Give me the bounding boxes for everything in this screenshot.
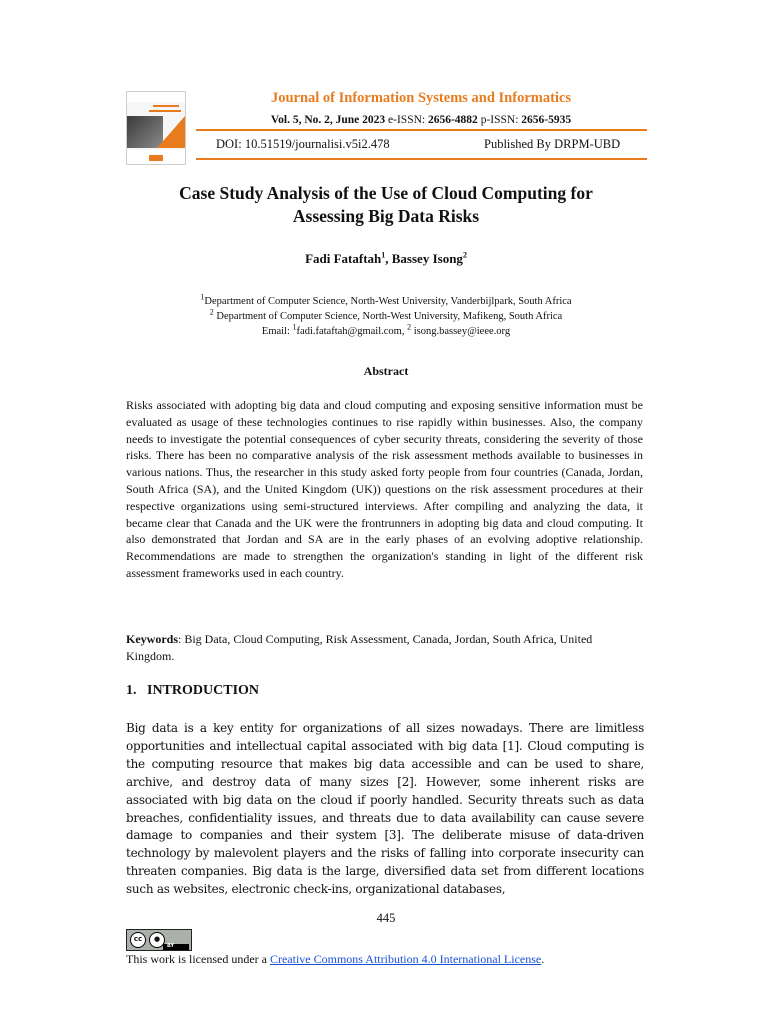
affiliation-2 [126, 307, 646, 324]
author-2-sup: 2 [462, 250, 467, 260]
author-1: Fadi Fataftah [305, 251, 382, 266]
email-2-sup: 2 [407, 322, 412, 332]
header-rule-top [196, 129, 647, 131]
volume-info: Vol. 5, No. 2, June 2023 [270, 114, 386, 126]
email-1-sup: 1 [292, 322, 297, 332]
email-label: Email: [261, 326, 293, 337]
license-prefix: This work is licensed under a [126, 952, 270, 966]
license-suffix: . [541, 952, 545, 966]
cc-by-license-badge[interactable] [126, 929, 192, 951]
attribution-person-icon: ● [149, 932, 165, 948]
e-issn: 2656-4882 [427, 114, 478, 126]
cc-badge-text: BY [167, 943, 175, 949]
journal-cover-thumbnail [126, 91, 186, 165]
header-rule-bottom [196, 158, 647, 160]
license-statement [126, 952, 544, 967]
affiliation-1-sup: 1 [200, 292, 205, 302]
author-1-sup: 1 [381, 250, 386, 260]
publisher: Published By DRPM-UBD [484, 137, 621, 151]
paper-title-line1: Case Study Analysis of the Use of Cloud Computing for [179, 183, 593, 203]
affiliation-2-text: Department of Computer Science, North-West University, Mafikeng, South Africa [213, 311, 563, 322]
paper-title [126, 182, 646, 228]
email-line [126, 322, 646, 339]
section-heading-introduction: 1. INTRODUCTION [126, 683, 260, 698]
abstract-heading: Abstract [363, 364, 409, 378]
keywords-label: Keywords [126, 632, 178, 646]
keywords-text: : Big Data, Cloud Computing, Risk Assessment, Canada, Jordan, South Africa, United Kingdom. [126, 632, 593, 663]
issn-line [196, 114, 646, 126]
affiliation-1-text: Department of Computer Science, North-West University, Vanderbijlpark, South Africa [204, 296, 572, 307]
keywords [126, 631, 643, 664]
cc-icon: cc [130, 932, 146, 948]
introduction-text: Big data is a key entity for organizations of all sizes nowadays. There are limitless opportunities and intellectual capital associated with big data [1]. Cloud computing is the computing resource that makes big data accessible and can be used to share, archive, and destroy data of many sizes [2]. However, some inherent risks are associated with big data on the cloud if poorly handled. Security threats such as data breaches, confidentiality issues, and threats due to data availability can cause severe damage to companies and their system [3]. The deliberate misuse of data-driven technology by malevolent players and the risks of falling into corporate insecurity can threaten companies. Big data is the large, diversified data set from different locations such as websites, electronic check-ins, organizational databases, [126, 721, 644, 897]
doi[interactable]: DOI: 10.51519/journalisi.v5i2.478 [216, 137, 390, 151]
author-separator: , [385, 251, 392, 266]
page-number: 445 [376, 911, 396, 925]
p-issn-label: p-ISSN: [480, 114, 519, 126]
email-1[interactable]: fadi.fataftah@gmail.com, [296, 326, 408, 337]
author-2: Bassey Isong [391, 251, 463, 266]
email-2[interactable]: isong.bassey@ieee.org [411, 326, 511, 337]
e-issn-label: e-ISSN: [388, 114, 426, 126]
paper-title-line2: Assessing Big Data Risks [292, 206, 480, 226]
abstract-text: Risks associated with adopting big data and cloud computing and exposing sensitive information must be evaluated as usage of these technologies continues to rise rapidly within businesses. Also, the company needs to investigate the potential consequences of cyber security threats, considering the severity of those risks. There has been no comparative analysis of the risk assessment methods available to businesses in various nations. Thus, the researcher in this study asked forty people from four countries (Canada, Jordan, South Africa (SA), and the United Kingdom (UK)) questions on the risk assessment procedures at their respective organizations using semi-structured interviews. After compiling and analyzing the data, it became clear that Canada and the UK were the frontrunners in adopting big data and cloud computing. It also demonstrated that Jordan and SA are in the early phases of an evolving adoptive relationship. Recommendations are made to strengthen the organization's standing in light of the different risk assessment frameworks used in each country. [126, 398, 643, 580]
p-issn: 2656-5935 [521, 114, 572, 126]
affiliation-2-sup: 2 [209, 307, 214, 317]
authors [126, 251, 646, 267]
affiliation-1 [126, 292, 646, 309]
license-link[interactable]: Creative Commons Attribution 4.0 International License [269, 952, 542, 966]
journal-title: Journal of Information Systems and Informatics [270, 90, 572, 106]
